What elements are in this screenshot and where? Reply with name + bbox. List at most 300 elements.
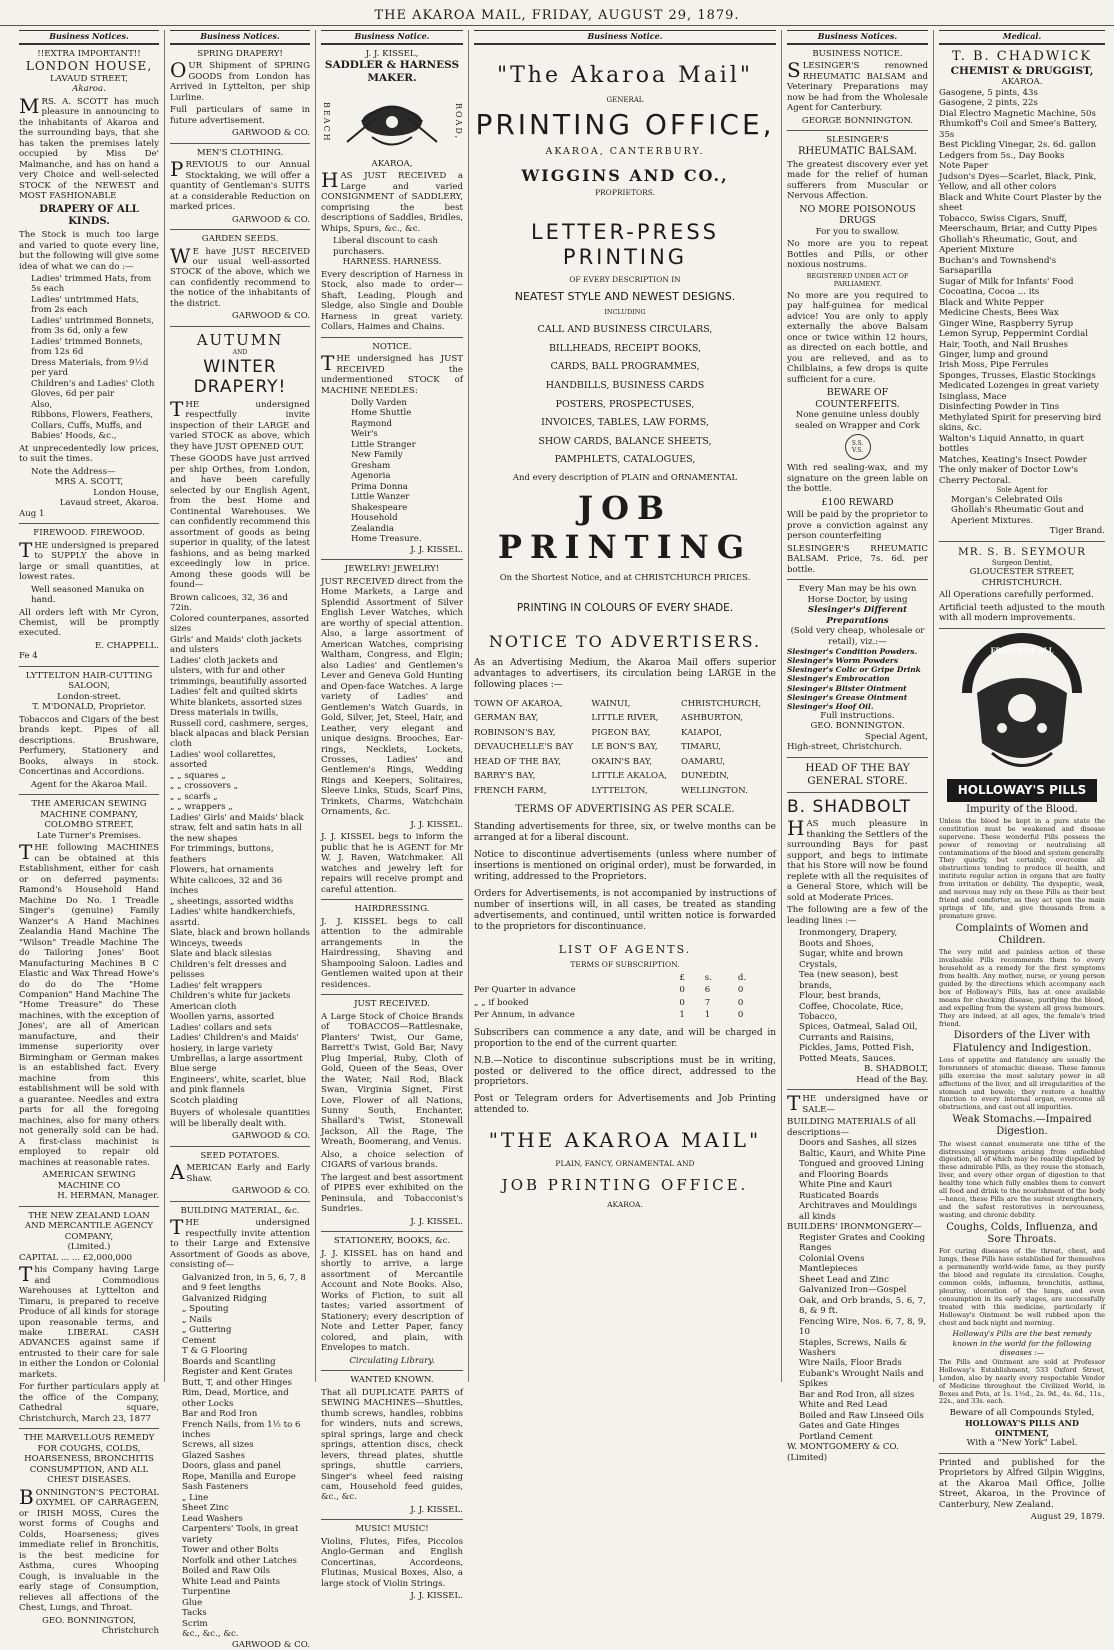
places-row [474, 740, 776, 754]
col-shilling: s. [704, 972, 712, 983]
bottom-sub: PLAIN, FANCY, ORNAMENTAL AND [555, 1158, 695, 1168]
letterpress-style: NEATEST STYLE AND NEWEST DESIGNS. [514, 289, 736, 303]
ad-body: J. J. KISSEL begs to call attention to the admirable arrangements in the Hairdressing, Shaving and Shampooing Saloon. Ladies and Gentlemen waited upon at their residences. [321, 916, 463, 990]
list-item: Home Shuttle [351, 408, 412, 419]
column-header: Medical. [939, 30, 1105, 45]
divider [321, 1231, 463, 1232]
list-item: Screws, all sizes [182, 1440, 254, 1451]
list-item: Ladies' trimmed Bonnets, from 12s 6d [31, 336, 143, 358]
place-cell: PIGEON BAY, [591, 727, 651, 738]
ad-address: High-street, Christchurch. [787, 742, 903, 753]
divider [787, 757, 928, 758]
list-item: Ladies' white handkerchiefs, assrtd. [170, 907, 296, 928]
list-item: Tongued and grooved Lining and Flooring Boards [799, 1159, 924, 1180]
list-item: „ Nails [182, 1314, 212, 1325]
subscription-cell: Per Quarter in advance [474, 985, 576, 996]
ad-body: Tobaccos and Cigars of the best brands kept. Pipes of all descriptions. Brushware, Perfumery, Stationery and Books, always in stock. Concertinas and Accordions. [19, 714, 159, 778]
list-item: Ladies' Girls' and Maids' black straw, felt and satin hats in all the new shapes [170, 812, 304, 844]
ad-body: The greatest discovery ever yet made for the relief of human sufferers from Muscular or Nervous Affection. [787, 159, 928, 202]
ad-body: For curing diseases of the throat, chest, and lungs, these Pills have established for themselves a permanently world-wide fame, as they purify the blood and regulate its circulation. Coughs, common colds, influenza, bronchitis, asthma, pleurisy, ulceration of the lungs, and even consumption in its early stages, are successfully treated with this medicine, particularly if Holloway's Ointment be well rubbed upon the chest and back night and morning. [939, 1247, 1105, 1327]
ad-body: HAS JUST RECEIVED a Large and varied CONSIGNMENT of SADDLERY, comprising the best descriptions of Saddles, Bridles, Whips, Spurs, &c., &c. [321, 168, 463, 234]
column-header: Business Notices. [19, 30, 159, 45]
ad-item-list [170, 1273, 310, 1640]
ad-body: Well seasoned Manuka on hand. [31, 584, 145, 606]
saddle-icon [337, 87, 447, 157]
divider [321, 1519, 463, 1520]
ad-sign: H. HERMAN, Manager. [57, 1191, 159, 1202]
list-item: White blankets, assorted sizes [170, 697, 303, 708]
newspaper-page [14, 30, 1110, 1650]
ad-title: LONDON HOUSE, [25, 59, 153, 74]
subscription-cell: 7 [704, 997, 711, 1008]
column-5 [782, 30, 934, 1463]
divider [321, 559, 463, 560]
list-item: Tea (new season), best brands, [799, 970, 899, 991]
list-item: Engineers', white, scarlet, blue and pink flannels [170, 1074, 306, 1096]
list-item: Boards and Scantling [182, 1356, 276, 1367]
list-item: Ladies' untrimmed Hats, from 2s each [31, 294, 139, 316]
ad-sign: J. J. KISSEL. [410, 819, 463, 830]
ad-title: THE NEW ZEALAND LOAN AND MERCANTILE AGENCY COMPANY, [24, 1210, 154, 1242]
place-cell: OKAIN'S BAY, [591, 756, 653, 767]
ad-body: All orders left with Mr Cyron, Chemist, will be promptly executed. [19, 607, 159, 639]
list-item: Architraves and Mouldings all kinds [799, 1201, 918, 1222]
list-item: Tacks [182, 1608, 207, 1619]
ad-body: Also, a choice selection of CIGARS of various brands. [321, 1149, 463, 1171]
list-item: Tobacco, Swiss Cigars, Snuff, Meerschaum, Briar, and Cutty Pipes [939, 213, 1098, 235]
list-item: Judson's Dyes—Scarlet, Black, Pink, Yellow, and all other colors [939, 171, 1097, 193]
terms-para: Orders for Advertisements, is not accompanied by instructions of number of insertions will, in all cases, be treated as standing advertisements, and continued, until written notice is forwarded to the proprietors for discontinuance. [474, 889, 776, 933]
places-row [474, 784, 776, 798]
list-item: Sheet Lead and Zinc [799, 1274, 889, 1285]
ad-body: No more are you to repeat Bottles and Pills, or other noxious nostrums. [787, 239, 928, 271]
place-cell: GERMAN BAY, [474, 713, 539, 724]
list-item: Ribbons, Flowers, Feathers, Collars, Cuffs, Muffs, and Babies' Hoods, &c., [31, 410, 154, 442]
ad-sign: GEO. BONNINGTON, [42, 1615, 136, 1626]
list-item: Wire Nails, Floor Brads [799, 1358, 902, 1369]
list-item: Woollen yarns, assorted [170, 1012, 275, 1023]
ad-note: Tiger Brand. [1049, 526, 1105, 537]
list-item: Dolly Varden [351, 398, 407, 408]
place-cell: WAINUI, [591, 698, 631, 709]
ad-body: Artificial teeth adjusted to the mouth with all modern improvements. [939, 602, 1105, 624]
divider [19, 666, 159, 667]
list-item: Slesinger's Grease Ointment [787, 692, 908, 702]
place-cell: TIMARU, [681, 742, 721, 753]
ad-body: OUR Shipment of SPRING GOODS from London has Arrived in Lyttelton, per ship Lurline. [170, 58, 310, 103]
list-item: French Nails, from 1½ to 6 inches [182, 1419, 301, 1440]
list-item: „ Line [182, 1492, 209, 1503]
list-item: „ Spouting [182, 1304, 229, 1315]
office-general: GENERAL [606, 95, 644, 104]
list-item: Gasogene, 5 pints, 43s [939, 87, 1038, 98]
subscription-cell: 0 [737, 985, 744, 996]
places-row [474, 697, 776, 711]
places-row [474, 769, 776, 783]
ad-title: RHEUMATIC BALSAM. [797, 145, 918, 157]
list-item: Ladies' felt wrappers [170, 980, 263, 991]
ad-body: For further particulars apply at the office of the Company, Cathedral square, Christchurch, March 23, 1877 [19, 1382, 159, 1424]
emblem-label: FRIEND OF ALL [990, 645, 1054, 655]
ad-subtitle: Weak Stomachs.—Impaired Digestion. [952, 1114, 1092, 1138]
list-item: Little Wanzer [351, 492, 410, 503]
list-item: Zealandia [351, 523, 394, 534]
ad-subtitle: BEWARE OF COUNTERFEITS. [815, 387, 900, 410]
ad-subtitle: Complaints of Women and Children. [955, 922, 1089, 947]
job-printing-sub: On the Shortest Notice, and at CHRISTCHURCH PRICES. [499, 573, 751, 584]
ad-title: GARDEN SEEDS. [201, 234, 279, 245]
colours-heading: PRINTING IN COLOURS OF EVERY SHADE. [516, 601, 734, 614]
divider [939, 1453, 1105, 1454]
ad-body: HAS much pleasure in thanking the Settlers of the surrounding Bays for past support, and begs to intimate that his Store will now be found replete with all the requisites of a General Store, which will be sold at Moderate Prices. [787, 816, 928, 903]
list-item: Isinglass, Mace [939, 391, 1007, 402]
list-item: Potted Meats, Sauces. [799, 1053, 896, 1064]
ad-body: Liberal discount to cash purchasers. [333, 236, 438, 257]
list-item: Coffee, Chocolate, Rice, Tobacco, [799, 1001, 904, 1022]
ad-item-list [787, 928, 928, 1064]
list-item: „ sheetings, assorted widths [170, 896, 294, 907]
ad-body: All Operations carefully performed. [939, 590, 1094, 601]
list-item: Rope, Manilla and Europe [182, 1471, 296, 1482]
ad-headline: DRAPERY OF ALL KINDS. [39, 203, 139, 227]
ad-subtitle: (Limited.) [67, 1242, 111, 1253]
ad-title: HAIRDRESSING. [354, 904, 430, 915]
ad-note: Holloway's Pills are the best remedy known in the world for the following diseases :— [952, 1329, 1092, 1357]
list-item: Lead Washers [182, 1513, 243, 1524]
divider [321, 994, 463, 995]
job-printing-heading: JOB PRINTING [497, 489, 753, 567]
ad-body: Loss of appetite and flatulency are usually the forerunners of stomachic disease. These famous pills exercise the most salutary power in all affections of the liver, and all irregularities of the stomach and bowels; they restore a healthy function to every internal organ, overcome all obstructions, and cast out all impurities. [939, 1055, 1105, 1112]
bottom-title: "THE AKAROA MAIL" [488, 1128, 762, 1153]
list-item: Children's felt dresses and pelisses [170, 959, 287, 981]
office-wiggins: WIGGINS AND CO., [521, 165, 729, 185]
ad-body: BONNINGTON'S PECTORAL OXYMEL OF CARRAGEEN, or IRISH MOSS, Cures the worst forms of Coughs and Colds, Hoarseness; gives immediate relief in Bronchitis, is the best medicine for Asthma, cures Whooping Cough, is invaluable in the early stage of Consumption, relieves all affections of the Chest, Lungs, and Throat. [19, 1484, 159, 1614]
list-item: Medicated Lozenges in great variety [939, 381, 1099, 392]
ad-note: Beware of all Compounds Styled, [949, 1408, 1095, 1419]
ad-street: LAVAUD STREET, [49, 73, 128, 84]
ad-note: Surgeon Dentist, [991, 558, 1053, 567]
ad-town: Akaroa. [72, 84, 106, 95]
ad-sign: GEO. BONNINGTON. [810, 721, 905, 732]
list-item: Buchan's and Townshend's Sarsaparilla [939, 255, 1057, 277]
list-item: BILLHEADS, RECEIPT BOOKS, [548, 342, 702, 354]
list-item: Slesinger's Blister Ointment [787, 683, 907, 693]
place-cell: KAIAPOI, [681, 727, 722, 738]
list-item: Sponges, Trusses, Elastic Stockings [939, 370, 1096, 381]
ad-title: THE MARVELLOUS REMEDY FOR COUGHS, COLDS, HOARSENESS, BRONCHITIS CONSUMPTION, AND ALL CHEST DISEASES. [23, 1433, 155, 1486]
divider [19, 523, 159, 524]
ad-item-list [787, 647, 928, 711]
column-header: Business Notice. [474, 30, 776, 45]
ad-date: Aug 1 [19, 508, 45, 519]
col-pound: £ [679, 972, 685, 983]
ad-subtitle: BUILDERS' IRONMONGERY— [787, 1222, 922, 1233]
imprint: Printed and published for the Proprietors by Alfred Gilpin Wiggins, at the Akaroa Mail Office, Jollie Street, Akaroa, in the Province of Canterbury, New Zealand. [939, 1457, 1105, 1510]
list-item: Pickles, Jams, Potted Fish, [799, 1043, 915, 1054]
divider [19, 1428, 159, 1429]
ad-body: THE undersigned respectfully invite attention to their Large and Extensive Assortment of Goods as above, consisting of— [170, 1215, 310, 1271]
list-item: Methylated Spirit for preserving bird skins, &c. [939, 412, 1102, 434]
ad-sign: T. M'DONALD, Proprietor. [32, 702, 146, 713]
masthead: THE AKAROA MAIL, FRIDAY, AUGUST 29, 1879. [0, 0, 1114, 26]
ad-body: The Pills and Ointment are sold at Professor Holloway's Establishment, 533 Oxford Street, London, also by nearly every respectable Vendor of Medicine throughout the Civilized World, in Boxes and Pots, at 1s. 1½d., 2s. 9d., 4s. 6d., 11s., 22s., and 33s. each. [939, 1357, 1105, 1406]
office-printing: PRINTING OFFICE, [475, 108, 775, 142]
list-item: Cocoatina, Cocoa ... its [939, 287, 1040, 298]
list-item: American cloth [170, 1001, 237, 1012]
divider [19, 1206, 159, 1207]
ad-body: PREVIOUS to our Annual Stocktaking, we will offer a quantity of Gentleman's SUITS at a considerable Reduction on marked prices. [170, 157, 310, 213]
list-item: Black and White Court Plaster by the sheet [939, 192, 1102, 214]
subs-para: N.B.—Notice to discontinue subscriptions must be in writing, posted or delivered to the office direct, addressed to the proprietors. [474, 1055, 776, 1088]
list-item: Rim, Dead, Mortice, and other Locks [182, 1388, 289, 1409]
ad-body: WE have JUST RECEIVED our usual well-assorted STOCK of the above, which we can confidently recommend to the notice of the inhabitants of the district. [170, 243, 310, 309]
list-item: &c., &c., &c. [182, 1629, 239, 1640]
ad-and: AND [232, 349, 248, 357]
ad-title: JUST RECEIVED. [354, 999, 430, 1010]
list-item: Tower and other Bolts [182, 1545, 279, 1556]
divider [170, 143, 310, 144]
list-item: Ladies' cloth jackets and ulsters, with fur and other trimmings, beautifully assorted [170, 655, 307, 687]
ad-title: NOTICE. [372, 341, 412, 352]
divider [787, 579, 928, 580]
list-item: Ledgers from 5s., Day Books [939, 150, 1065, 161]
ad-body: (Sold very cheap, wholesale or retail), viz.:— [790, 626, 925, 647]
subscription-table [474, 972, 776, 1022]
places-row [474, 711, 776, 725]
list-item: Eubank's Wrought Nails and Spikes [799, 1368, 924, 1390]
list-item: Weir's [351, 429, 378, 440]
ad-sign: GEORGE BONNINGTON. [801, 115, 914, 126]
ad-body: MRS. A. SCOTT has much pleasure in announcing to the inhabitants of Akaroa and the surrounding bays, that she has taken the premises lately occupied by Miss De' Malmanche, and has on hand a very Choice and well-selected STOCK of the NEWEST and MOST FASHIONABLE [19, 93, 159, 202]
ad-title: BUSINESS NOTICE. [812, 48, 903, 59]
ad-body: Violins, Flutes, Fifes, Piccolos Anglo-German and English Concertinas, Accordeons, Flutinas, Musical Boxes, Also, a large stock of Violin Strings. [321, 1536, 463, 1589]
terms-para: Standing advertisements for three, six, or twelve months can be arranged at for a liberal discount. [474, 822, 776, 844]
ad-sign: GARWOOD & CO. [231, 1639, 310, 1650]
place-cell: FRENCH FARM, [474, 785, 547, 796]
list-item: White Lead and Paints [182, 1576, 281, 1587]
ad-body: Every Man may be his own Horse Doctor, by using [798, 584, 917, 605]
list-item: Brown calicoes, 32, 36 and 72in. [170, 592, 288, 614]
list-item: Household [351, 513, 398, 524]
subscription-row [474, 1009, 776, 1021]
ad-body: With red sealing-wax, and my signature on the green lable on the bottle. [787, 463, 928, 495]
subscription-cell: Per Annum, in advance [474, 1010, 575, 1021]
ad-body: At unprecedentedly low prices, to suit the times. [19, 443, 159, 465]
place-cell: ASHBURTON, [681, 713, 743, 724]
list-item: Rhumkoff's Coil and Smee's Battery, 35s [939, 119, 1098, 140]
column-6 [934, 30, 1110, 1523]
subscription-cell: 0 [737, 997, 744, 1008]
ad-sign: B. SHADBOLT, [864, 1064, 928, 1075]
ad-title: SPRING DRAPERY! [197, 48, 283, 59]
list-item: Spices, Oatmeal, Salad Oil, [799, 1022, 918, 1033]
subscription-cell: 0 [679, 997, 685, 1008]
letterpress-sub: OF EVERY DESCRIPTION IN [569, 274, 681, 284]
list-item: Doors and Sashes, all sizes [799, 1138, 917, 1149]
list-item: Flowers, hat ornaments [170, 865, 274, 876]
ad-title: J. J. KISSEL, [365, 48, 419, 59]
column-3 [316, 30, 469, 1602]
ad-trade: SADDLER & HARNESS MAKER. [324, 59, 460, 85]
list-item: Home Treasure. [351, 534, 422, 545]
plain-ornamental: And every description of PLAIN and ORNAMENTAL [512, 472, 738, 483]
ad-street: London-street. [57, 691, 121, 702]
places-table [474, 697, 776, 798]
bottom-akaroa: AKAROA. [607, 1200, 643, 1210]
place-cell: ROBINSON'S BAY, [474, 727, 556, 738]
list-item: The only maker of Doctor Low's Cherry Pectoral. [939, 465, 1078, 486]
list-item: Fencing Wire, Nos. 6, 7, 8, 9, 10 [799, 1316, 927, 1338]
list-item: Also, [31, 399, 53, 410]
ad-title: MUSIC! MUSIC! [355, 1524, 429, 1535]
subscription-header [474, 972, 776, 984]
ad-title: FIREWOOD. FIREWOOD. [33, 528, 145, 539]
list-item: CARDS, BALL PROGRAMMES, [550, 361, 700, 373]
list-item: Dress Materials, from 9½d per yard [31, 357, 149, 379]
column-header: Business Notices. [787, 30, 928, 45]
divider [939, 628, 1105, 629]
place-cell: WELLINGTON. [681, 785, 748, 796]
ad-body: The Stock is much too large and varied to quote every line, but the following will give some idea of what we can do :— [19, 230, 159, 272]
place-cell: LYTTELTON, [591, 785, 648, 796]
divider [321, 1370, 463, 1371]
ad-item-list [321, 398, 463, 545]
list-item: Doors, glass and panel [182, 1461, 282, 1472]
place-cell: LITTLE RIVER, [591, 713, 659, 724]
list-item: Ginger, lump and ground [939, 350, 1049, 360]
ad-body: These GOODS have just arrived per ship Orthes, from London, and have been carefully selected by our English Agent, from the best Home and Continental Warehouses. We can confidently recommend this assortment of goods as being superior in quality, of the latest fashions, and as being marked exceedingly low in price. Among these goods will be found— [170, 454, 310, 591]
list-item: Boiled and Raw Linseed Oils [799, 1410, 924, 1421]
column-4 [469, 30, 782, 1382]
list-item: PAMPHLETS, CATALOGUES, [554, 454, 696, 466]
list-item: Umbrellas, a large assortment [170, 1054, 303, 1064]
place-cell: LITTLE AKALOA, [591, 771, 668, 782]
list-item: Baltic, Kauri, and White Pine [799, 1148, 926, 1159]
list-item: Slate, black and brown hollands [170, 928, 310, 939]
ad-subtitle: HARNESS. HARNESS. [342, 257, 442, 268]
list-item: Glazed Sashes [182, 1450, 246, 1461]
ad-subtitle: NO MORE POISONOUS DRUGS [799, 203, 916, 227]
ad-body: Unless the blood be kept in a pure state the constitution must be weakened and disease supervene. These wonderful Pills possess the power of removing or neutralising all contaminations of the blood and system generally. They quietly, but certainly, overcome all obstructions tending to produce ill health, and institute regular action in organs that are faulty from irritation or debility. The dyspeptic, weak, and nervous may rely on these Pills as their best friend and comforter, as they act upon the main springs of life, and give thousands from a premature grave. [939, 816, 1105, 920]
ad-subtitle: CHEMIST & DRUGGIST, [950, 64, 1094, 77]
ad-body: JUST RECEIVED direct from the Home Markets, a Large and Splendid Assortment of Silver English Lever Watches, which are worthy of special attention. Also, a large assortment of American Watches, comprising Waltham, Congress, and Elgin; also Ladies' and Gentlemen's Lever and Geneva Gold Hunting and Open-face Watches. A large variety of Ladies' and Gentlemen's Watch Guards, in Gold, Silver, Jet, Steel, Hair, and Leather, very elegant and unique designs. Brooches, Ear-rings, Necklets, Lockets, Crosses, Ladies' and Gentlemen's Rings, Wedding Rings and Keepers, Solitaires, Sleeve Links, Studs, Scarf Pins, Trinkets, Charms, Watchchain Ornaments, &c. [321, 576, 463, 818]
ad-title: THE AMERICAN SEWING MACHINE COMPANY, COLOMBO STREET, [31, 799, 147, 831]
list-item: White Pine and Kauri Rusticated Boards [799, 1180, 893, 1201]
list-item: Medicine Chests, Bees Wax [939, 308, 1059, 319]
ad-note: Special Agent, [864, 731, 928, 742]
list-item: Dial Electro Magnetic Machine, 50s [939, 108, 1096, 119]
list-item: Ghollah's Rheumatic, Gout, and Aperient Mixture [939, 234, 1078, 256]
list-item: Girls' and Maids' cloth jackets and ulsters [170, 634, 302, 656]
list-item: Glue [182, 1597, 203, 1608]
ad-sign: GARWOOD & CO. [231, 1186, 310, 1197]
list-item: For trimmings, buttons, feathers [170, 844, 274, 865]
list-item: Best Pickling Vinegar, 2s. 6d. gallon [939, 140, 1097, 151]
ad-title: JEWELRY! JEWELRY! [344, 564, 440, 575]
list-item: Slate and black silesias [170, 949, 272, 960]
ad-title: LYTTELTON HAIR-CUTTING SALOON, [25, 670, 153, 692]
list-item: Prima Donna [351, 481, 408, 492]
list-item: Carpenters' Tools, in great variety [182, 1524, 299, 1545]
ad-body: SLESINGER'S renowned RHEUMATIC BALSAM and Veterinary Preparations may now be had from the Wholesale Agent for Canterbury. [787, 58, 928, 114]
list-item: Matches, Keating's Insect Powder [939, 454, 1087, 465]
list-item: Register Grates and Cooking Ranges [799, 1232, 926, 1254]
ad-body: AMERICAN Early and Early Shaw. [170, 1160, 310, 1185]
subscription-cell: 6 [704, 985, 711, 996]
list-item: Slesinger's Colic or Gripe Drink [787, 665, 921, 675]
place-cell: OAMARU, [681, 756, 725, 767]
list-item: Gresham [351, 460, 391, 471]
office-title: "The Akaroa Mail" [496, 62, 753, 88]
ad-title: WANTED KNOWN. [350, 1375, 434, 1386]
ad-sign: J. J. KISSEL. [410, 1216, 463, 1227]
list-item: Note Paper [939, 161, 989, 172]
saddle-emblem [321, 85, 463, 159]
subscription-heading: TERMS OF SUBSCRIPTION. [570, 959, 680, 969]
ad-item-list [939, 88, 1105, 486]
list-item: Gasogene, 2 pints, 22s [939, 98, 1038, 109]
ad-title: SEED POTATOES. [200, 1150, 280, 1161]
divider [321, 337, 463, 338]
ad-note: Sole Agent for [996, 486, 1048, 495]
subs-para: Subscribers can commence a any date, and will be charged in proportion to the end of the current quarter. [474, 1027, 776, 1049]
list-item: Sheet Zinc [182, 1503, 229, 1514]
ad-body: J. J. KISSEL begs to inform the public that he is AGENT for Mr W. J. Raven, Watchmaker. All watches and jewelry left for repairs will receive prompt and careful attention. [321, 832, 463, 895]
list-item: Shakespeare [351, 502, 408, 513]
list-item: Ladies' trimmed Hats, from 5s each [31, 273, 152, 295]
list-item: Raymond [351, 418, 393, 429]
divider [321, 899, 463, 900]
list-item: Irish Moss, Pipe Ferrules [939, 360, 1049, 371]
list-item: Currants and Raisins, [799, 1032, 894, 1043]
ad-sign: E. CHAPPELL. [95, 640, 159, 651]
ad-note: Circulating Library. [349, 1355, 435, 1366]
ad-body: SLESINGER'S RHEUMATIC BALSAM. Price, 7s. 6d. per bottle. [787, 543, 928, 575]
list-item: Galvanized Ridging [182, 1293, 267, 1304]
ad-note: With a "New York" Label. [966, 1438, 1078, 1449]
list-item: Colonial Ovens [799, 1253, 865, 1264]
ad-side-label: BEACH [321, 101, 331, 143]
list-item: Sash Fasteners [182, 1482, 249, 1493]
list-item: Ladies' untrimmed Bonnets, from 3s 6d, only a few [31, 315, 154, 337]
ad-title: B. SHADBOLT [787, 796, 912, 817]
ad-body: Morgan's Celebrated Oils [951, 494, 1063, 505]
ad-note: REGISTERED UNDER ACT OF PARLIAMENT. [806, 271, 909, 288]
ad-title: SLESINGER'S [826, 135, 889, 146]
ad-sign: AMERICAN SEWING MACHINE CO [42, 1170, 136, 1191]
service-list [474, 324, 776, 466]
ad-sign: GARWOOD & CO. [231, 214, 310, 225]
list-item: Scotch plaiding [170, 1095, 238, 1106]
ad-title: MEN'S CLOTHING. [196, 147, 284, 158]
ad-body: Full instructions. [820, 711, 895, 721]
ad-sign: J. J. KISSEL. [410, 544, 463, 555]
office-place: AKAROA, CANTERBURY. [545, 146, 705, 158]
list-item: Ironmongery, Drapery, [799, 928, 898, 939]
ad-body: The largest and best assortment of PIPES ever exhibited on the Peninsula, and Tobacconist's Sundries. [321, 1172, 463, 1215]
list-item: Hair, Tooth, and Nail Brushes [939, 339, 1069, 350]
list-item: Ladies' wool collarettes, assorted [170, 749, 276, 771]
divider [170, 326, 310, 327]
ad-sign: MRS A. SCOTT, [54, 477, 124, 488]
list-item: Butt, T, and other Hinges [182, 1377, 292, 1388]
list-item: „ „ scarfs „ [170, 791, 218, 802]
ad-title: AUTUMN [196, 330, 284, 349]
ad-subtitle: Late Turner's Premises. [36, 830, 142, 841]
ad-title: HEAD OF THE BAY GENERAL STORE. [805, 761, 910, 787]
ad-subtitle: £100 REWARD [821, 496, 894, 508]
col-pence: d. [737, 972, 747, 983]
